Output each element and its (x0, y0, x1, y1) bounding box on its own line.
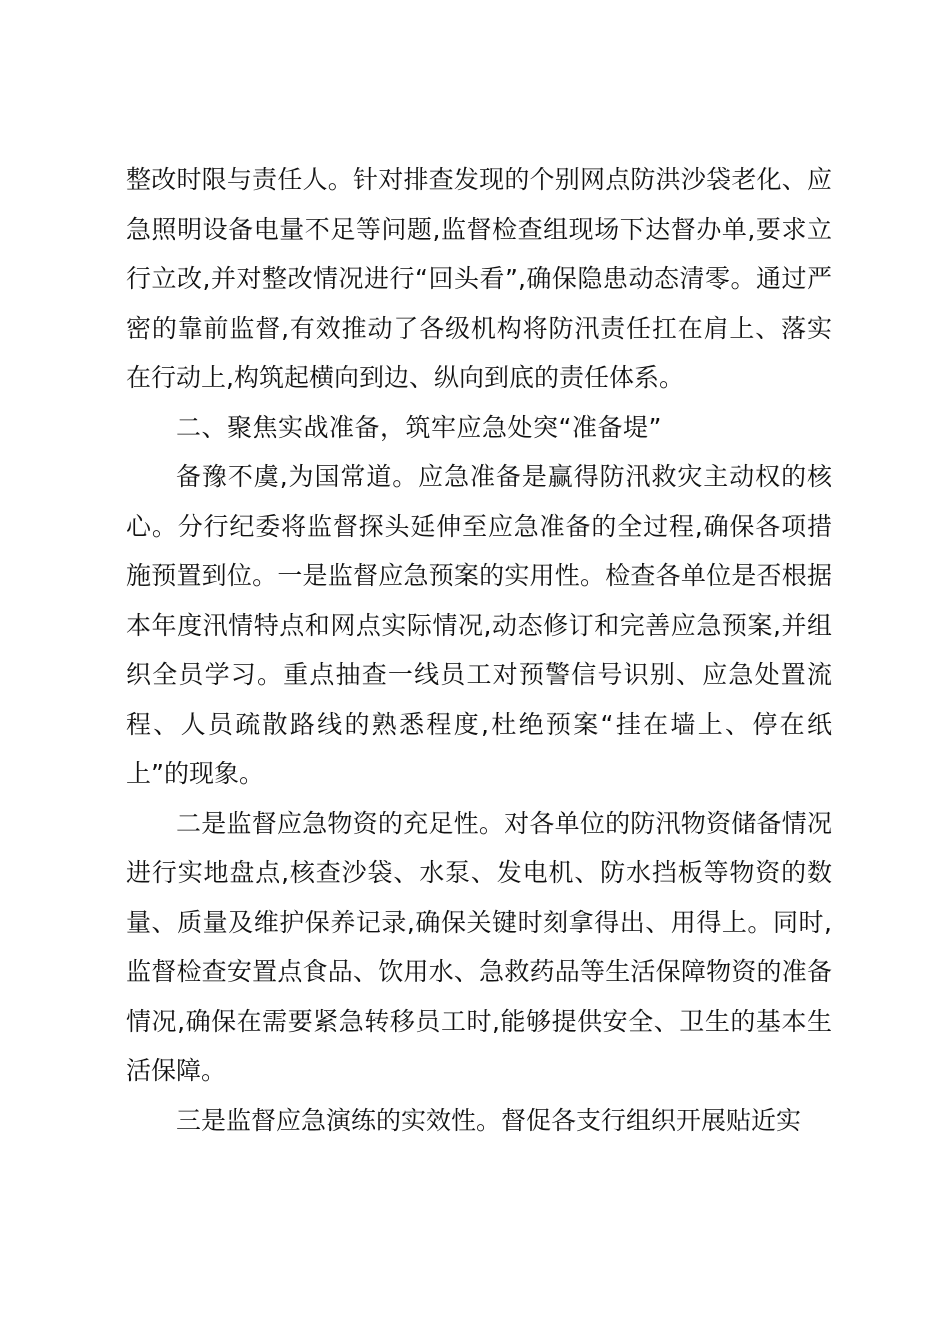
section-heading: 二、聚焦实战准备，筑牢应急处突“准备堤” (176, 412, 662, 442)
paragraph-emergency-drills: 三是监督应急演练的实效性。督促各支行组织开展贴近实 (176, 1105, 802, 1135)
paragraph-emergency-preparation: 备豫不虞,为国常道。应急准备是赢得防汛救灾主动权的核心。分行纪委将监督探头延伸至应急准备的全过程,确保各项措施预置到位。一是监督应急预案的实用性。检查各单位是否根据本年度汛情特点和网点实际情况,动态修订和完善应急预案,并组织全员学习。重点抽查一线员工对预警信号识别、应急处置流程、人员疏散路线的熟悉程度,杜绝预案“挂在墙上、停在纸上”的现象。 (126, 462, 832, 788)
paragraph-emergency-supplies: 二是监督应急物资的充足性。对各单位的防汛物资储备情况进行实地盘点,核查沙袋、水泵、发电机、防水挡板等物资的数量、质量及维护保养记录,确保关键时刻拿得出、用得上。同时,监督检查安置点食品、饮用水、急救药品等生活保障物资的准备情况,确保在需要紧急转移员工时,能够提供安全、卫生的基本生活保障。 (126, 808, 832, 1085)
document-body (126, 155, 832, 1145)
paragraph-continuation: 整改时限与责任人。针对排查发现的个别网点防洪沙袋老化、应急照明设备电量不足等问题,监督检查组现场下达督办单,要求立行立改,并对整改情况进行“回头看”,确保隐患动态清零。通过严密的靠前监督,有效推动了各级机构将防汛责任扛在肩上、落实在行动上,构筑起横向到边、纵向到底的责任体系。 (126, 165, 832, 392)
